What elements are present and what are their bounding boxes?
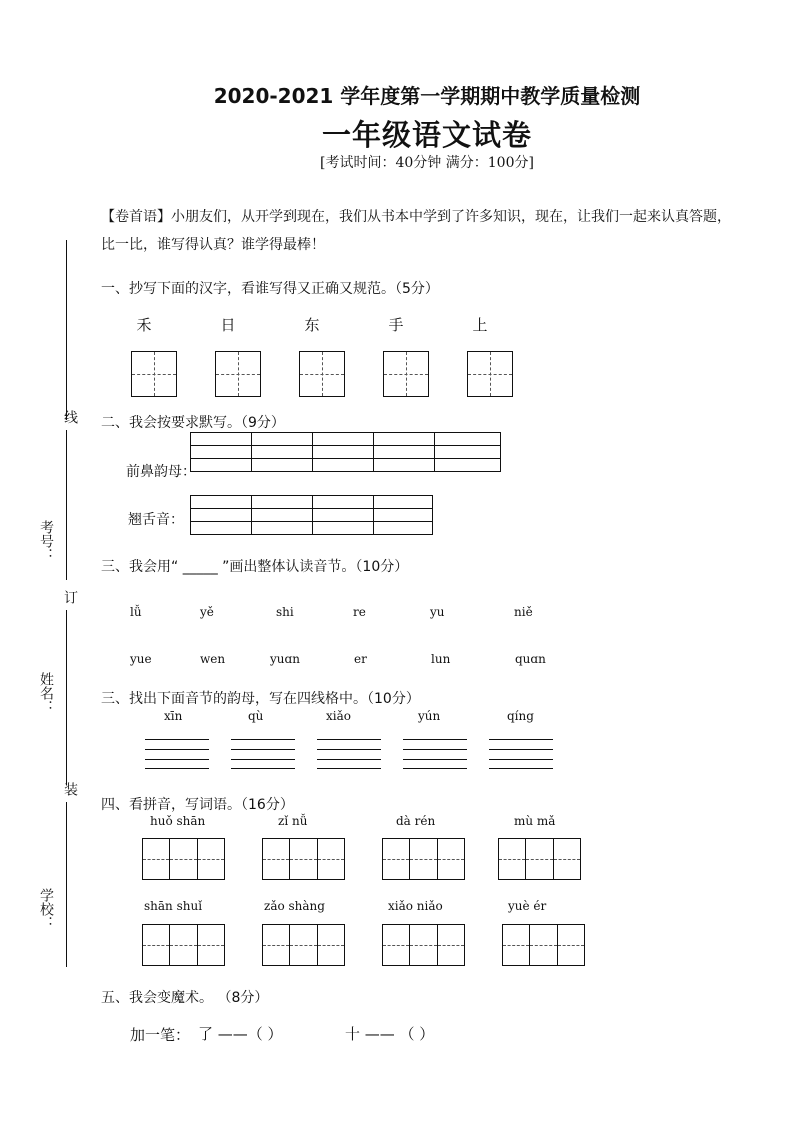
retroflex-grid[interactable] xyxy=(190,495,433,535)
copy-char-1: 禾 xyxy=(136,316,152,334)
syllable-r1-2[interactable]: yě xyxy=(200,605,214,619)
section3-title: 三、我会用“ _____ ”画出整体认读音节。（10分） xyxy=(101,559,409,575)
word-pinyin-r1-2: zǐ nǚ xyxy=(278,814,308,828)
section5-title: 四、看拼音，写词语。（16分） xyxy=(101,797,294,813)
sidebar-exam-number-label: 考号： xyxy=(38,520,54,562)
sidebar-zhuang: 装 xyxy=(62,782,78,796)
syllable-r1-6[interactable]: niě xyxy=(514,605,533,619)
tian-grid-4[interactable] xyxy=(383,351,429,397)
exam-time-info: [考试时间：40分钟 满分：100分] xyxy=(320,155,534,171)
word-grid-r1-4[interactable] xyxy=(498,838,581,880)
add-stroke-label: 加一笔： xyxy=(130,1026,191,1044)
binding-line-3 xyxy=(66,610,67,785)
front-nasal-label: 前鼻韵母： xyxy=(126,464,196,480)
section6-title: 五、我会变魔术。 （8分） xyxy=(101,990,269,1006)
syllable-r2-4[interactable]: er xyxy=(354,652,367,666)
four-line-grid-4[interactable] xyxy=(403,739,467,769)
word-grid-r2-3[interactable] xyxy=(382,924,465,966)
word-grid-r2-1[interactable] xyxy=(142,924,225,966)
tian-grid-3[interactable] xyxy=(299,351,345,397)
final-syllable-1: xīn xyxy=(164,709,183,723)
copy-char-3: 东 xyxy=(304,316,320,334)
syllable-r1-3[interactable]: shi xyxy=(276,605,294,619)
word-pinyin-r2-1: shān shuǐ xyxy=(144,899,203,913)
final-syllable-3: xiǎo xyxy=(326,709,351,723)
exam-header-title: 2020-2021 学年度第一学期期中教学质量检测 xyxy=(213,84,641,108)
section1-title: 一、抄写下面的汉字，看谁写得又正确又规范。（5分） xyxy=(101,281,439,297)
syllable-r2-1[interactable]: yue xyxy=(130,652,152,666)
add-stroke-item-2[interactable]: 十 —— （ ） xyxy=(345,1025,435,1043)
syllable-r1-1[interactable]: lǚ xyxy=(130,605,142,619)
syllable-r1-4[interactable]: re xyxy=(353,605,366,619)
word-pinyin-r1-3: dà rén xyxy=(396,814,436,828)
sidebar-xian: 线 xyxy=(62,410,78,424)
copy-char-4: 手 xyxy=(388,316,404,334)
four-line-grid-3[interactable] xyxy=(317,739,381,769)
copy-char-2: 日 xyxy=(220,316,236,334)
front-nasal-grid[interactable] xyxy=(190,432,501,472)
tian-grid-5[interactable] xyxy=(467,351,513,397)
word-pinyin-r1-1: huǒ shān xyxy=(150,814,206,828)
syllable-r2-3[interactable]: yuɑn xyxy=(270,652,300,666)
word-pinyin-r1-4: mù mǎ xyxy=(514,814,556,828)
word-pinyin-r2-4: yuè ér xyxy=(508,899,547,913)
tian-grid-2[interactable] xyxy=(215,351,261,397)
binding-line-4 xyxy=(66,802,67,967)
exam-paper-title: 一年级语文试卷 xyxy=(321,118,532,152)
final-syllable-2: qù xyxy=(248,709,264,723)
word-grid-r1-2[interactable] xyxy=(262,838,345,880)
word-grid-r1-1[interactable] xyxy=(142,838,225,880)
word-grid-r2-2[interactable] xyxy=(262,924,345,966)
sidebar-ding: 订 xyxy=(62,590,78,604)
syllable-r2-5[interactable]: lun xyxy=(431,652,451,666)
sidebar-name-label: 姓名： xyxy=(38,672,54,714)
four-line-grid-5[interactable] xyxy=(489,739,553,769)
four-line-grid-1[interactable] xyxy=(145,739,209,769)
word-grid-r2-4[interactable] xyxy=(502,924,585,966)
copy-char-5: 上 xyxy=(472,316,488,334)
word-grid-r1-3[interactable] xyxy=(382,838,465,880)
binding-line-2 xyxy=(66,430,67,580)
add-stroke-item-1[interactable]: 了 ——（ ） xyxy=(198,1025,283,1043)
binding-line-top xyxy=(66,240,67,420)
sidebar-school-label: 学校： xyxy=(38,888,54,930)
intro-text: 【卷首语】小朋友们，从开学到现在，我们从书本中学到了许多知识，现在，让我们一起来认真答题，比一比，谁写得认真？谁学得最棒！ xyxy=(101,209,731,253)
final-syllable-5: qíng xyxy=(507,709,534,723)
tian-grid-1[interactable] xyxy=(131,351,177,397)
four-line-grid-2[interactable] xyxy=(231,739,295,769)
retroflex-label: 翘舌音： xyxy=(128,512,184,528)
syllable-r2-2[interactable]: wen xyxy=(200,652,226,666)
word-pinyin-r2-2: zǎo shàng xyxy=(264,899,325,913)
syllable-r1-5[interactable]: yu xyxy=(430,605,445,619)
syllable-r2-6[interactable]: quɑn xyxy=(515,652,546,666)
final-syllable-4: yún xyxy=(418,709,441,723)
word-pinyin-r2-3: xiǎo niǎo xyxy=(388,899,443,913)
section4-title: 三、找出下面音节的韵母，写在四线格中。（10分） xyxy=(101,691,420,707)
section2-title: 二、我会按要求默写。（9分） xyxy=(101,415,285,431)
